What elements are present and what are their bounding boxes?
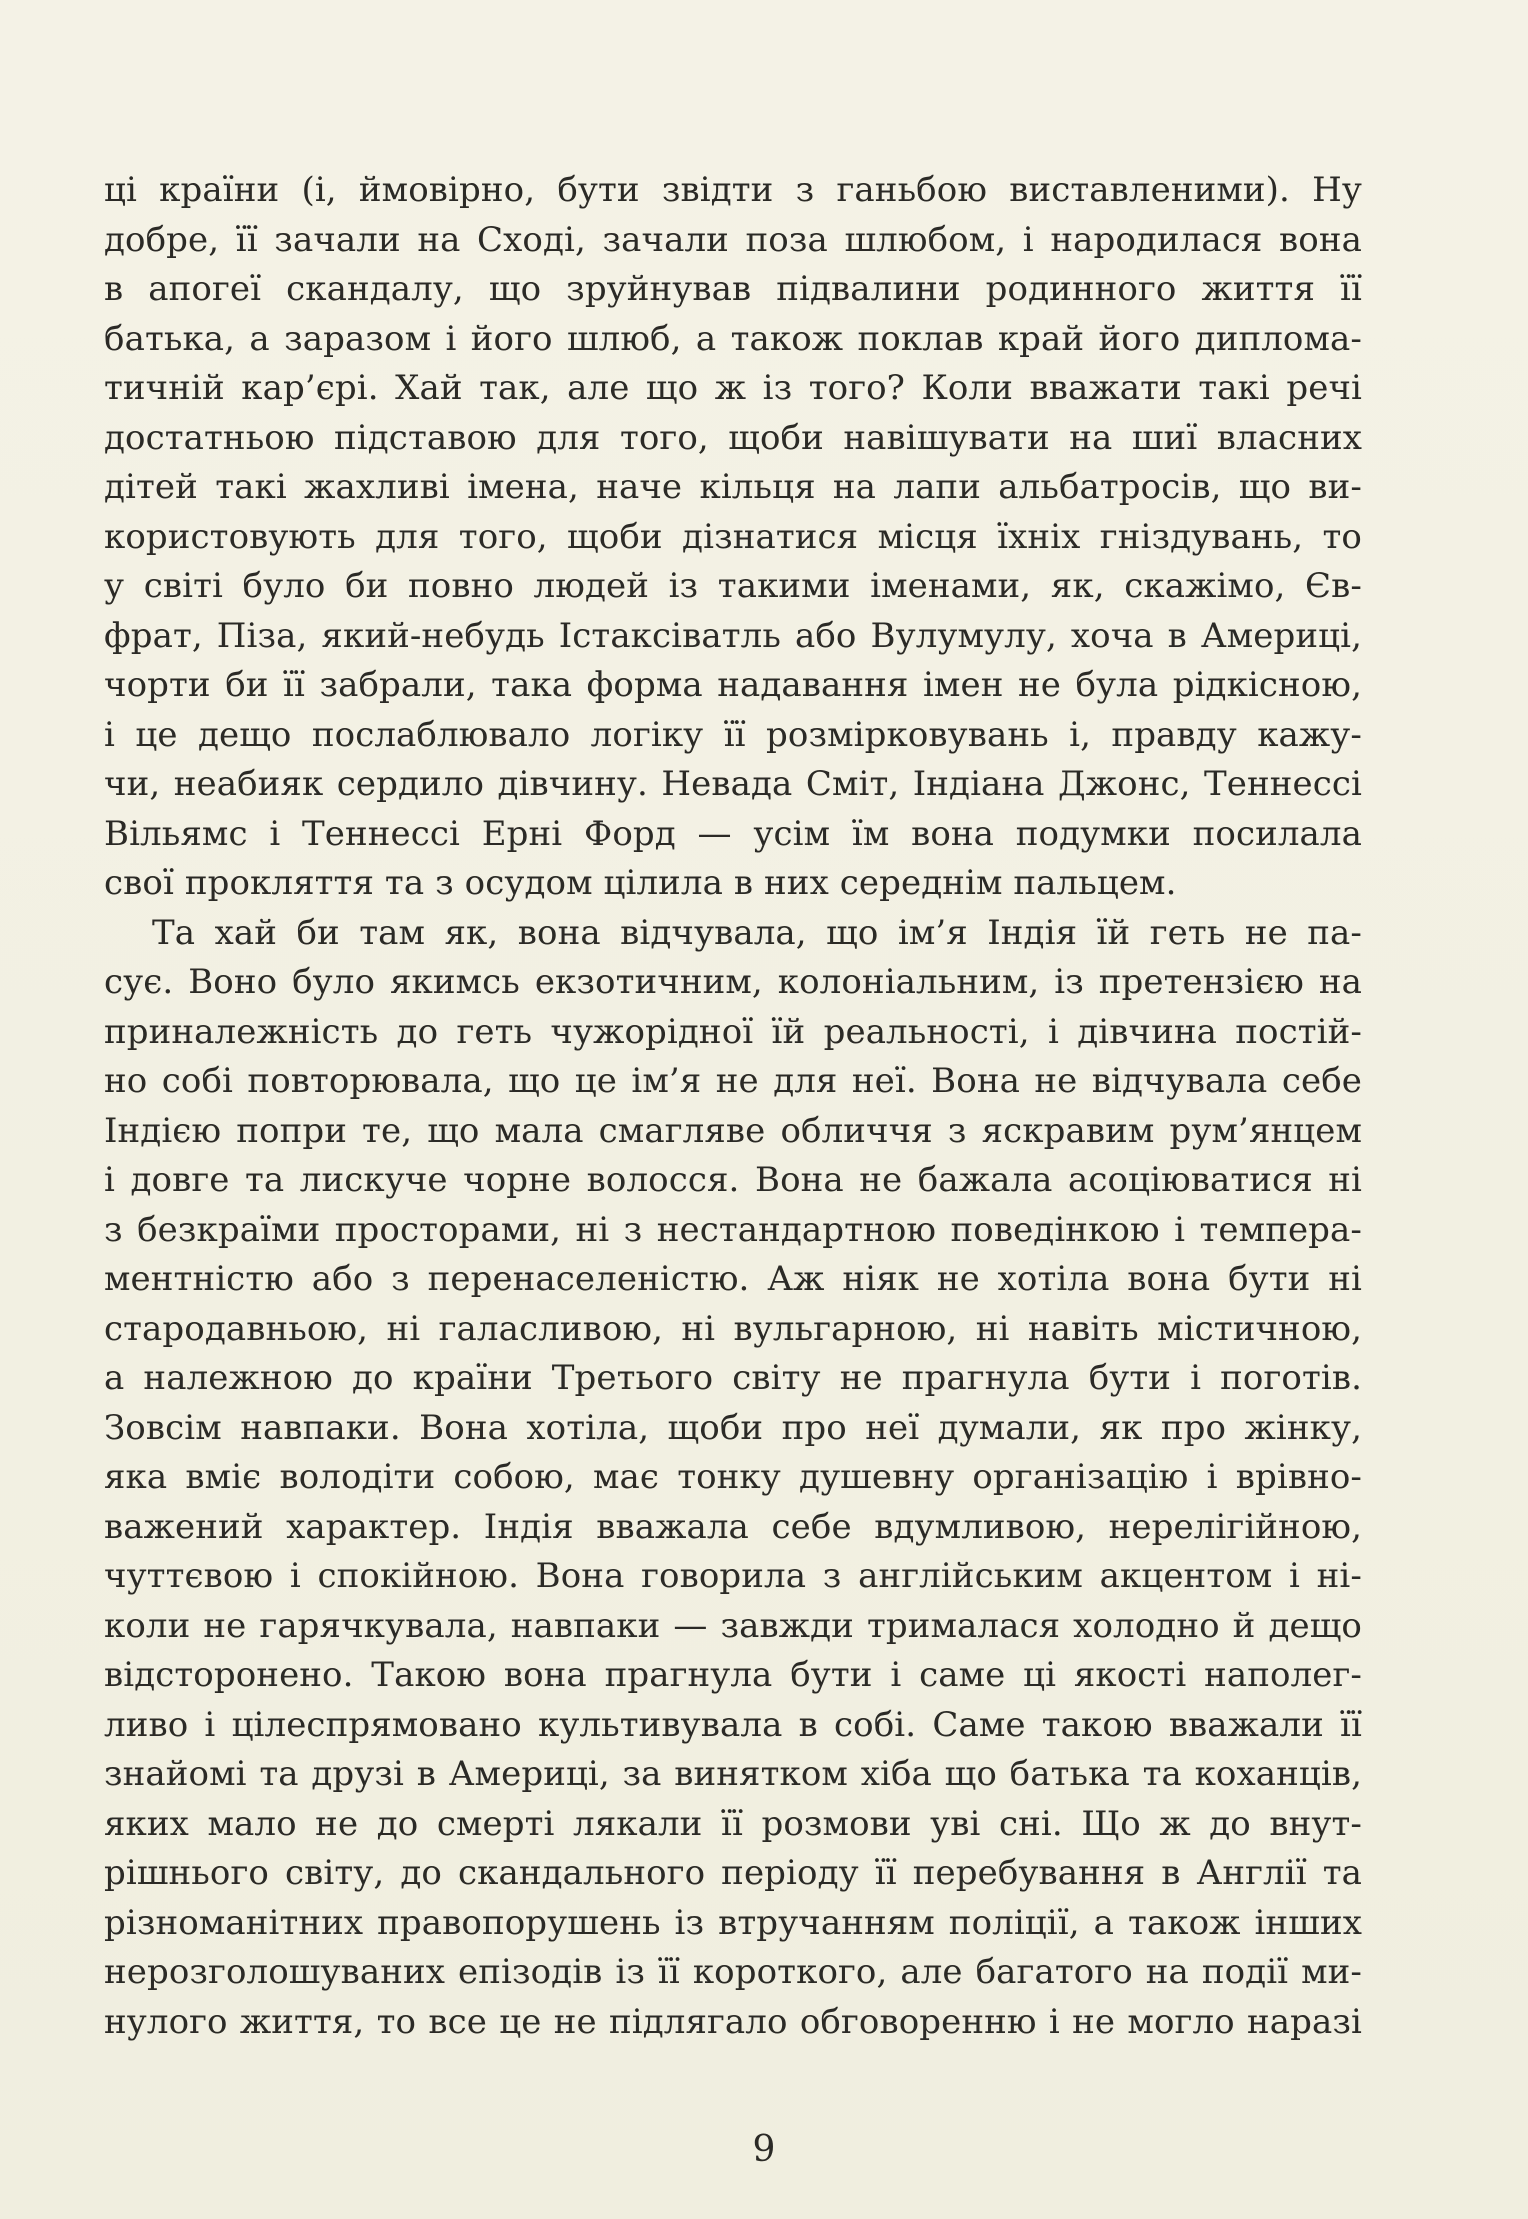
text-line: сує. Воно було якимсь екзотичним, колоніальним, із претензією на — [104, 962, 1362, 1002]
text-line: яка вміє володіти собою, має тонку душевну організацію і врівно- — [104, 1457, 1362, 1497]
text-line: нулого життя, то все це не підлягало обговоренню і не могло наразі — [104, 2001, 1362, 2042]
text-line: і це дещо послаблювало логіку її розмірковувань і, правду кажу- — [104, 714, 1362, 755]
text-line: і довге та лискуче чорне волосся. Вона не бажала асоціюватися ні — [104, 1160, 1362, 1200]
text-line: достатньою підставою для того, щоби навішувати на шиї власних — [104, 417, 1362, 458]
text-line: тичній кар’єрі. Хай так, але що ж із того? Коли вважати такі речі — [104, 368, 1362, 408]
text-line: з безкраїми просторами, ні з нестандартною поведінкою і темпера- — [104, 1209, 1362, 1250]
text-line: користовують для того, щоби дізнатися місця їхніх гніздувань, то — [104, 516, 1362, 557]
text-line: рішнього світу, до скандального періоду її перебування в Англії та — [104, 1853, 1362, 1893]
text-line: Вільямс і Теннессі Ерні Форд — усім їм вона подумки посилала — [104, 813, 1362, 854]
text-line: різноманітних правопорушень із втручанням поліції, а також інших — [104, 1902, 1362, 1943]
text-line: в апогеї скандалу, що зруйнував підвалини родинного життя її — [104, 269, 1362, 309]
text-line: ментністю або з перенаселеністю. Аж ніяк не хотіла вона бути ні — [104, 1259, 1362, 1299]
text-line: батька, а заразом і його шлюб, а також поклав край його диплома- — [104, 318, 1362, 359]
text-line: добре, її зачали на Сході, зачали поза шлюбом, і народилася вона — [104, 219, 1362, 260]
text-line: відсторонено. Такою вона прагнула бути і саме ці якості наполег- — [104, 1655, 1362, 1695]
text-line: Індією попри те, що мала смагляве обличчя з яскравим рум’янцем — [104, 1110, 1362, 1151]
paragraph — [104, 909, 1362, 2048]
text-line: чуттєвою і спокійною. Вона говорила з англійським акцентом і ні- — [104, 1556, 1362, 1596]
paragraph — [104, 166, 1362, 909]
text-line: коли не гарячкувала, навпаки — завжди трималася холодно й дещо — [104, 1605, 1362, 1646]
page-number: 9 — [752, 2129, 776, 2170]
text-line: фрат, Піза, який-небудь Істаксіватль або Вулумулу, хоча в Америці, — [104, 615, 1362, 656]
text-line: ці країни (і, ймовірно, бути звідти з ганьбою виставленими). Ну — [104, 170, 1362, 210]
text-line: ливо і цілеспрямовано культивувала в собі. Саме такою вважали її — [104, 1704, 1362, 1745]
text-line: стародавньою, ні галасливою, ні вульгарною, ні навіть містичною, — [104, 1308, 1362, 1349]
text-line: приналежність до геть чужорідної їй реальності, і дівчина постій- — [104, 1011, 1362, 1052]
text-line: а належною до країни Третього світу не прагнула бути і поготів. — [104, 1358, 1362, 1398]
text-line: но собі повторювала, що це ім’я не для неї. Вона не відчувала себе — [104, 1061, 1362, 1101]
body-text — [104, 166, 1362, 2047]
text-line: у світі було би повно людей із такими іменами, як, скажімо, Єв- — [104, 566, 1362, 606]
text-line: чи, неабияк сердило дівчину. Невада Сміт, Індіана Джонс, Теннессі — [104, 764, 1362, 804]
text-line: важений характер. Індія вважала себе вдумливою, нерелігійною, — [104, 1506, 1362, 1547]
text-line: дітей такі жахливі імена, наче кільця на лапи альбатросів, що ви- — [104, 467, 1362, 507]
text-line: свої прокляття та з осудом цілила в них середнім пальцем. — [104, 863, 1177, 903]
text-line: Та хай би там як, вона відчувала, що ім’я Індія їй геть не па- — [152, 912, 1362, 953]
text-line: чорти би її забрали, така форма надавання імен не була рідкісною, — [104, 665, 1362, 705]
text-line: яких мало не до смерті лякали її розмови уві сні. Що ж до внут- — [104, 1803, 1362, 1844]
text-line: знайомі та друзі в Америці, за винятком хіба що батька та коханців, — [104, 1754, 1362, 1794]
text-line: Зовсім навпаки. Вона хотіла, щоби про неї думали, як про жінку, — [104, 1407, 1362, 1448]
text-line: нерозголошуваних епізодів із її короткого, але багатого на події ми- — [104, 1952, 1362, 1992]
